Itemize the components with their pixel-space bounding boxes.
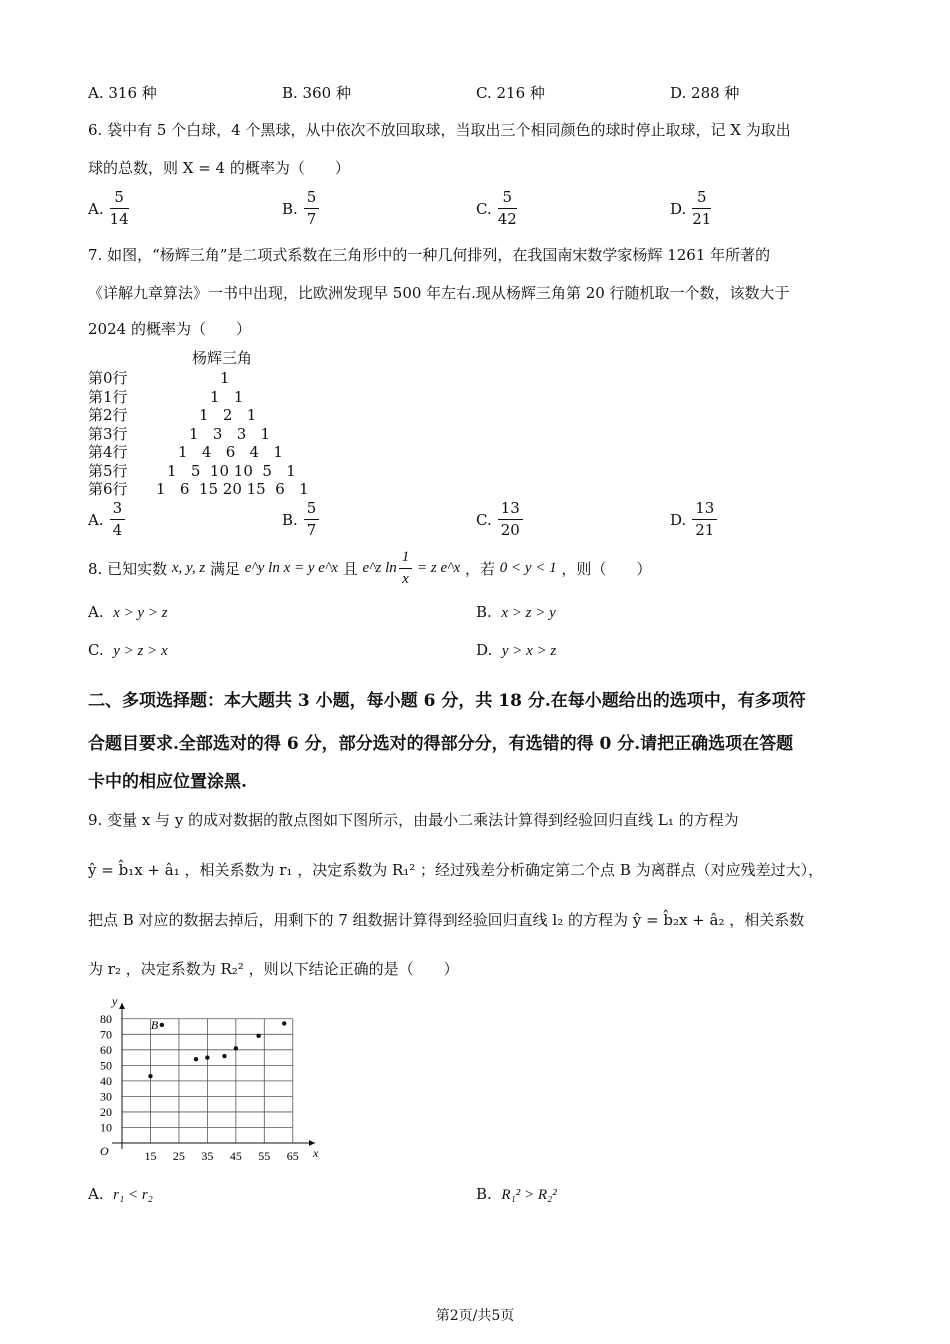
- q6-option-b: B. $\frac{5}{7}$: [282, 188, 319, 229]
- triangle-row-values: 1 2 1: [199, 406, 257, 424]
- q9-option-a: A. r₁ < r₂: [88, 1185, 153, 1203]
- q5-option-b: B. 360 种: [282, 84, 351, 102]
- triangle-row-values: 1: [220, 369, 230, 387]
- q8-option-b: B. x > z > y: [476, 603, 556, 621]
- y-tick-label: 70: [100, 1027, 112, 1042]
- triangle-row-label: 第2行: [88, 406, 128, 424]
- y-tick-label: 60: [100, 1042, 112, 1057]
- data-point: [234, 1046, 238, 1050]
- q5-option-d: D. 288 种: [670, 84, 740, 102]
- data-point: [194, 1057, 198, 1061]
- q8-option-d: D. y > x > z: [476, 641, 557, 659]
- q8-option-a: A. x > y > z: [88, 603, 168, 621]
- section2-heading-line2: 合题目要求.全部选对的得 6 分，部分选对的得部分分，有选错的得 0 分.请把正确选项在答题: [88, 734, 794, 754]
- data-point: [160, 1023, 164, 1027]
- y-axis-arrow: [119, 1003, 125, 1009]
- y-tick-label: 50: [100, 1058, 112, 1073]
- x-axis-label: x: [313, 1146, 319, 1160]
- q7-text-line2: 《详解九章算法》一书中出现，比欧洲发现早 500 年左右.现从杨辉三角第 20 行随机取一个数，该数大于: [88, 284, 790, 302]
- x-tick-label: 55: [258, 1149, 271, 1163]
- q7-option-d: D. $\frac{13}{21}$: [670, 499, 717, 540]
- q9-text-line3: 把点 B 对应的数据去掉后，用剩下的 7 组数据计算得到经验回归直线 l₂ 的方程为 ŷ = b̂₂x + â₂ ，相关系数: [88, 911, 805, 929]
- scatter-plot: [85, 993, 335, 1168]
- q7-text-line3: 2024 的概率为（ ）: [88, 320, 251, 338]
- q6-text-line1: 6. 袋中有 5 个白球，4 个黑球，从中依次不放回取球，当取出三个相同颜色的球时停止取球，记 X 为取出: [88, 121, 791, 139]
- x-tick-label: 45: [229, 1149, 242, 1163]
- q6-text-line2: 球的总数，则 X = 4 的概率为（ ）: [88, 159, 350, 177]
- q7-option-c: C. $\frac{13}{20}$: [476, 499, 523, 540]
- x-tick-label: 65: [286, 1149, 299, 1163]
- triangle-row-label: 第5行: [88, 461, 128, 480]
- q6-option-c: C. $\frac{5}{42}$: [476, 188, 517, 228]
- q7-option-a: A. $\frac{3}{4}$: [88, 499, 125, 540]
- yanghui-triangle: [88, 349, 348, 499]
- triangle-row-values: 1 3 3 1: [189, 424, 271, 443]
- q5-option-a: A. 316 种: [88, 84, 157, 102]
- y-tick-label: 40: [100, 1073, 112, 1088]
- q6-option-d: D. $\frac{5}{21}$: [670, 188, 712, 228]
- x-tick-label: 15: [144, 1149, 157, 1163]
- triangle-row-values: 1 6 15 20 15 6 1: [156, 480, 309, 498]
- triangle-row-label: 第4行: [88, 443, 128, 461]
- q9-option-b: B. R₁² > R₂²: [476, 1185, 557, 1203]
- origin-label: O: [100, 1144, 109, 1158]
- section2-heading-line3: 卡中的相应位置涂黑.: [88, 772, 247, 792]
- x-tick-label: 35: [201, 1149, 214, 1163]
- y-tick-label: 80: [100, 1011, 112, 1026]
- y-axis-label: y: [112, 994, 118, 1008]
- data-point: [256, 1034, 260, 1038]
- q6-option-a: A. $\frac{5}{14}$: [88, 188, 129, 228]
- q9-text-line1: 9. 变量 x 与 y 的成对数据的散点图如下图所示，由最小二乘法计算得到经验回归直线 L₁ 的方程为: [88, 811, 739, 829]
- data-point: [205, 1055, 209, 1059]
- section2-heading-line1: 二、多项选择题：本大题共 3 小题，每小题 6 分，共 18 分.在每小题给出的选项中，有多项符: [88, 691, 806, 711]
- y-tick-label: 10: [100, 1120, 112, 1135]
- q9-text-line4: 为 r₂ ，决定系数为 R₂² ，则以下结论正确的是（ ）: [88, 960, 459, 978]
- q8-option-c: C. y > z > x: [88, 641, 168, 659]
- point-label-b: B: [150, 1017, 159, 1032]
- y-tick-label: 30: [100, 1089, 112, 1104]
- triangle-row-label: 第0行: [88, 369, 128, 387]
- triangle-row-label: 第3行: [88, 424, 128, 443]
- data-point: [148, 1074, 152, 1078]
- q9-text-line2: ŷ = b̂₁x + â₁ ，相关系数为 r₁ ，决定系数为 R₁² ；经过残差分析确定第二个点 B 为离群点（对应残差过大），: [88, 861, 824, 879]
- data-point: [282, 1021, 286, 1025]
- triangle-title: 杨辉三角: [192, 349, 253, 367]
- page-footer: 第2页/共5页: [435, 1308, 515, 1324]
- triangle-row-values: 1 5 10 10 5 1: [167, 461, 296, 480]
- triangle-row-values: 1 1: [210, 387, 244, 406]
- triangle-row-label: 第6行: [88, 480, 128, 498]
- triangle-row-values: 1 4 6 4 1: [178, 443, 283, 461]
- q7-option-b: B. $\frac{5}{7}$: [282, 499, 319, 540]
- y-tick-label: 20: [100, 1104, 112, 1119]
- q8-text: 8. 已知实数 x, y, z 满足 e^y ln x = y e^x 且 e^z ln $\frac{1}{x}$ = z e^x ，若 0 < y < 1 ，则（ ）: [88, 549, 652, 587]
- x-tick-label: 25: [172, 1149, 185, 1163]
- q7-text-line1: 7. 如图，“杨辉三角”是二项式系数在三角形中的一种几何排列，在我国南宋数学家杨辉 1261 年所著的: [88, 246, 771, 264]
- triangle-row-label: 第1行: [88, 387, 128, 406]
- q5-option-c: C. 216 种: [476, 84, 545, 102]
- data-point: [222, 1054, 226, 1058]
